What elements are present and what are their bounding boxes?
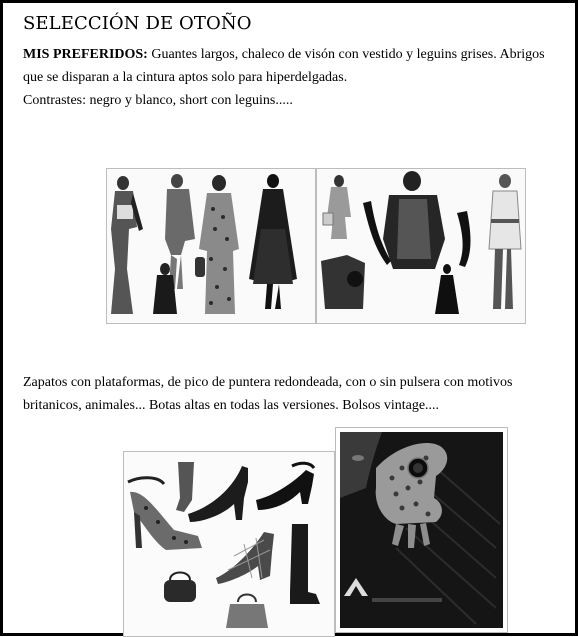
contrasts-text: Contrastes: negro y blanco, short con leguins..... (23, 93, 293, 108)
collage-shoes-bags (123, 451, 335, 637)
collage-outfits-right (316, 168, 526, 324)
photo-gloved-hand (335, 427, 508, 633)
page-title: SELECCIÓN DE OTOÑO (23, 13, 252, 34)
intro-paragraph (23, 43, 568, 112)
fashion-collage-graphic (107, 169, 315, 323)
fashion-collage-graphic (317, 169, 525, 323)
collage-outfits-left (106, 168, 316, 324)
shoes-paragraph: Zapatos con plataformas, de pico de puntera redondeada, con o sin pulsera con motivos britanicos, animales... Botas altas en todas las versiones. Bolsos vintage.... (23, 375, 513, 413)
favorites-label: MIS PREFERIDOS: (23, 47, 148, 62)
favorites-text: Guantes largos, chaleco de visón con vestido y leguins grises. Abrigos que se disparan a la cintura aptos solo para hiperdelgadas. (23, 47, 545, 85)
editorial-photo-graphic (336, 428, 507, 632)
accessories-collage-graphic (124, 452, 334, 636)
